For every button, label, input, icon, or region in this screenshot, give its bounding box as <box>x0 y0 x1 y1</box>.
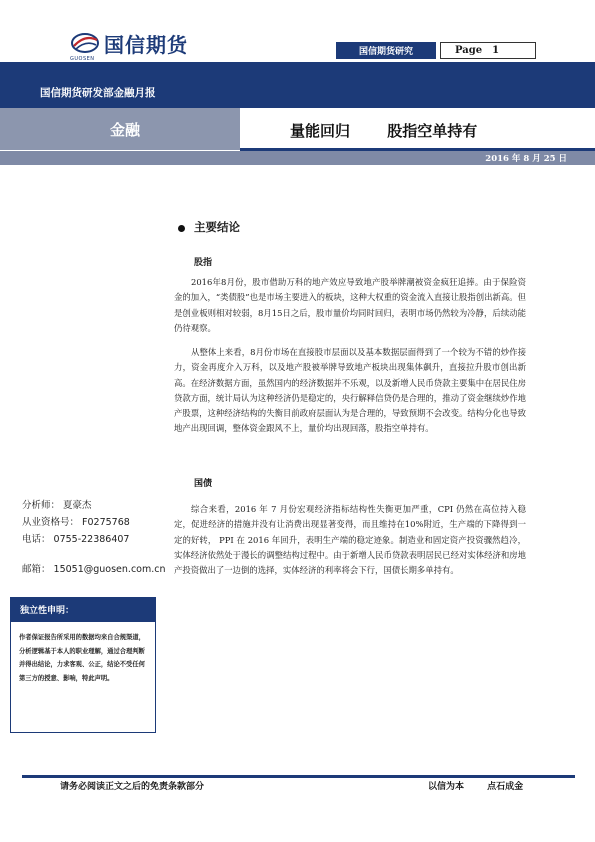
subheading-bonds: 国债 <box>194 479 213 489</box>
declaration-text: 作者保证报告所采用的数据均来自合规渠道，分析逻辑基于本人的职业理解，通过合理判断 并得出结论，力求客观、公正，结论不受任何第三方的授意、影响，特此声明。 <box>10 621 156 733</box>
page-number: 1 <box>492 45 500 56</box>
logo-globe-icon <box>70 32 100 54</box>
report-title <box>290 120 477 141</box>
page-word: Page <box>455 45 483 56</box>
company-logo <box>70 30 188 56</box>
slogan-2: 点石成金 <box>487 782 524 792</box>
footer-divider <box>22 775 575 778</box>
paragraph-3: 综合来看，2016 年 7 月份宏观经济指标结构性失衡更加严重，CPI 仍然在高位持入稳定，促进经济的措施并没有让消费出现显著变得，而且维持在10%附近，生产端的下降得到一定的好转， PPI 在 2016 年回升，表明生产端的稳定迹象。制造业和固定资产投资骤然趋冷，实体经济依然处于漫长的调整结构过程中。由于新增人民币贷款表明居民已经对实体经济和房地产投资做出了一边倒的选择，实体经济的利率将会下行，国债长期多单持有。 <box>174 504 526 576</box>
title-part-2: 股指空单持有 <box>387 122 478 140</box>
slogan-1: 以信为本 <box>428 782 465 792</box>
email-address[interactable]: 邮箱： 15051@guosen.com.cn <box>22 564 166 575</box>
disclaimer-note: 请务必阅读正文之后的免责条款部分 <box>60 782 205 792</box>
logo-english: GUOSEN <box>70 56 95 62</box>
paragraph-2: 从整体上来看，8月份市场在直接股市层面以及基本数据层面得到了一个较为不错的炒作接力，资金再度介入万科，以及地产股被举牌导致地产板块出现集体飙升，直接拉升股市创出新高。在经济数据方面，虽然国内的经济数据并不乐观，以及新增人民币贷款主要集中在居民住房贷款方面，统计局认为这种经济仍是稳定的，央行解释信贷仍是合理的，推动了资金继续炒作地产股票，这种经济结构的失衡目前政府层面认为是合理的，导致预期不会改变。结构分化也导致地产出现回调，整体资金跟风不上，量价均出现回落，股指空单持有。 <box>174 347 526 434</box>
logo-text: 国信期货 <box>104 32 188 57</box>
analyst-name: 分析师： 夏豪杰 <box>22 500 92 511</box>
subheading-stock-index: 股指 <box>194 258 213 268</box>
section-name: 金融 <box>0 108 240 150</box>
declaration-title: 独立性申明： <box>10 597 156 621</box>
license-number: 从业资格号： F0275768 <box>22 517 130 528</box>
report-label: 国信期货研究 <box>336 42 436 59</box>
banner-title: 国信期货研发部金融月报 <box>40 87 156 99</box>
report-date: 2016 年 8 月 25 日 <box>485 154 567 164</box>
phone-number: 电话： 0755-22386407 <box>22 534 130 545</box>
bullet-icon <box>178 225 185 232</box>
page-indicator <box>440 42 536 59</box>
section-heading: 主要结论 <box>194 220 240 234</box>
paragraph-1: 2016年8月份，股市借助万科的地产效应导致地产股举牌潮被资金疯狂追捧。由于保险资金的加入，“类债股”也是市场主要进入的板块，这种大权重的资金流入直接让股指创出新高。但是创业板则相对较弱，8月15日之后，股市量价均同时回归，表明市场仍然较为冷静，后续动能仍待观察。 <box>174 277 526 333</box>
footer-slogan <box>428 779 523 792</box>
title-part-1: 量能回归 <box>290 122 351 140</box>
